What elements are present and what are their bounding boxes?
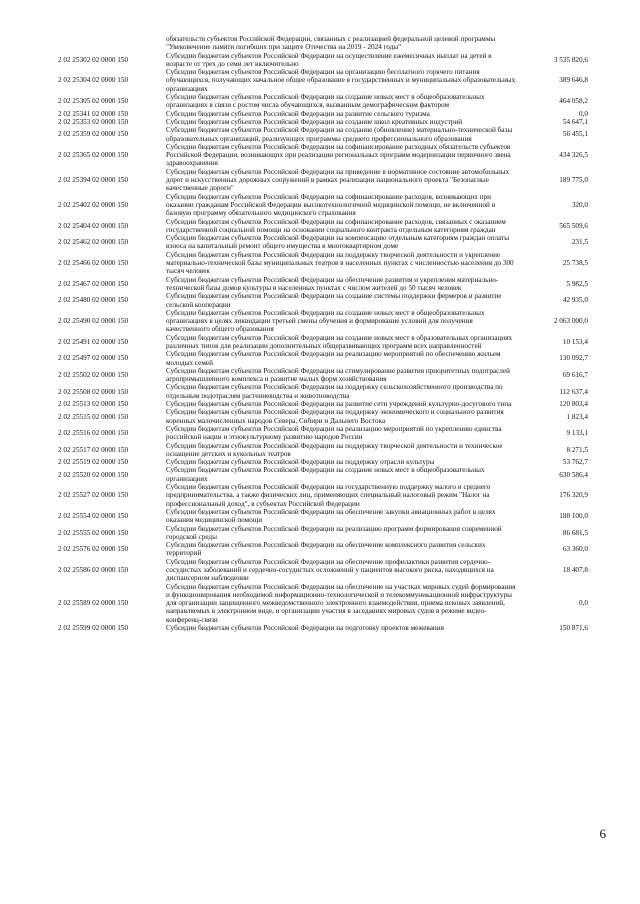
budget-code: 2 02 25394 02 0000 150	[58, 176, 129, 185]
amount: 10 153,4	[562, 337, 588, 346]
table-row	[58, 541, 588, 558]
budget-code: 2 02 25480 02 0000 150	[58, 296, 129, 305]
subsidy-description: Субсидии бюджетам субъектов Российской Федерации на приведение в нормативное состояние автомобильных дорог и искусственных дорожных сооружений в рамках реализации национального проекта "Безопасные качественные дороги"	[166, 167, 510, 193]
amount: 0,0	[579, 109, 588, 118]
amount: 42 935,0	[562, 296, 588, 305]
table-row	[58, 367, 588, 384]
table-row	[58, 525, 588, 542]
subsidy-description: Субсидии бюджетам субъектов Российской Федерации на создание (обновление) материально-технической базы образовательных организаций, реализующих программы среднего профессионального образования	[166, 126, 513, 143]
budget-code: 2 02 25341 02 0000 150	[58, 109, 129, 118]
budget-code: 2 02 25508 02 0000 150	[58, 387, 129, 396]
subsidy-description: Субсидии бюджетам субъектов Российской Федерации на создание школ креативных индустрий	[166, 117, 463, 126]
amount: 54 647,1	[562, 117, 588, 126]
subsidy-description: Субсидии бюджетам субъектов Российской Федерации на стимулирование развития приоритетных подотраслей агропромышленного комплекса и развитие малых форм хозяйствования	[166, 366, 510, 384]
amount: 25 738,5	[562, 259, 588, 268]
table-row	[58, 334, 588, 351]
amount: 0,0	[579, 599, 588, 608]
amount: 69 616,7	[562, 371, 588, 380]
amount: 18 407,8	[562, 566, 588, 574]
table-row	[58, 218, 588, 235]
amount: 112 637,4	[559, 387, 588, 396]
subsidy-description: Субсидии бюджетам субъектов Российской Федерации на софинансирование расходных обязательств субъектов Российской Федерации, возникающих при реализации региональных программ модернизации первичного звена здравоохранения	[166, 142, 511, 168]
subsidy-description: Субсидии бюджетам субъектов Российской Федерации на поддержку творческой деятельности и укрепление материально-технической базы муниципальных театров в населенных пунктах с численностью населения до 300 тысяч человек	[166, 250, 514, 276]
subsidy-description: Субсидии бюджетам субъектов Российской Федерации на обеспечение на участках мировых судей формирования и функционирования необходимой информационно-технологической и телекоммуникационной инфраструктуры для организации защищенного межведомственного электронного взаимодействия, приема исковых заявлений, направляемых в электронном виде, и организации участия в заседаниях мировых судов в режиме видео-конференц-связи	[166, 582, 516, 624]
amount: 8 271,5	[566, 445, 588, 454]
table-row	[58, 458, 588, 466]
table-row	[58, 143, 588, 168]
table-row	[58, 400, 588, 408]
budget-code: 2 02 25554 02 0000 150	[58, 512, 129, 521]
amount: 120 803,4	[559, 400, 588, 409]
subsidy-description: Субсидии бюджетам субъектов Российской Федерации на создание новых мест в общеобразовательных организациях в целях ликвидации третьей смены обучения и формирование условий для получения качественного общего образования	[166, 308, 485, 334]
amount: 434 326,5	[559, 151, 588, 160]
amount: 464 058,2	[559, 97, 588, 106]
budget-code: 2 02 25516 02 0000 150	[58, 429, 129, 438]
budget-code: 2 02 25497 02 0000 150	[58, 354, 129, 363]
table-row	[58, 383, 588, 400]
amount: 2 063 000,0	[553, 317, 588, 326]
table-row	[58, 234, 588, 251]
subsidy-description: Субсидии бюджетам субъектов Российской Федерации на поддержку экономического и социального развития коренных малочисленных народов Севера, Сибири и Дальнего Востока	[166, 408, 504, 425]
subsidy-description: Субсидии бюджетам субъектов Российской Федерации на государственную поддержку малого и среднего предпринимательства, а также физических лиц, применяющих специальный налоговый режим "Налог на профессиональный доход", в субъектах Российской Федерации	[166, 483, 491, 508]
table-row	[58, 624, 588, 632]
subsidy-description: Субсидии бюджетам субъектов Российской Федерации на развитие сельского туризма	[166, 109, 430, 118]
budget-code: 2 02 25513 02 0000 150	[58, 400, 129, 409]
subsidy-description: Субсидии бюджетам субъектов Российской Федерации на обеспечение профилактики развития сердечно-сосудистых заболеваний и сердечно-сосудистых осложнений у пациентов высокого риска, находящихся на диспансерном наблюдении	[166, 557, 494, 583]
amount: 189 775,0	[559, 176, 588, 185]
budget-code: 2 02 25520 02 0000 150	[58, 470, 129, 479]
budget-code: 2 02 25515 02 0000 150	[58, 412, 129, 421]
budget-code: 2 02 25462 02 0000 150	[58, 238, 129, 247]
subsidy-description: Субсидии бюджетам субъектов Российской Федерации на поддержку отрасли культуры	[166, 458, 435, 467]
amount: 130 092,7	[559, 354, 588, 363]
budget-table	[58, 35, 588, 632]
budget-code: 2 02 25353 02 0000 150	[58, 117, 129, 126]
table-row	[58, 350, 588, 367]
budget-code: 2 02 25402 02 0000 150	[58, 200, 129, 209]
table-row	[58, 508, 588, 525]
budget-code: 2 02 25555 02 0000 150	[58, 528, 129, 537]
budget-code: 2 02 25491 02 0000 150	[58, 337, 129, 346]
subsidy-description: обязательств субъектов Российской Федерации, связанных с реализацией федеральной целевой программы "Увековечение памяти погибших при защите Отечества на 2019 - 2024 годы"	[166, 35, 496, 52]
table-row	[58, 558, 588, 583]
amount: 188 100,0	[559, 512, 588, 521]
budget-code: 2 02 25365 02 0000 150	[58, 151, 129, 160]
subsidy-description: Субсидии бюджетам субъектов Российской Федерации на подготовку проектов межевания	[166, 624, 444, 633]
table-row	[58, 466, 588, 483]
table-row	[58, 292, 588, 309]
budget-code: 2 02 25589 02 0000 150	[58, 599, 129, 608]
table-row	[58, 118, 588, 126]
budget-code: 2 02 25304 02 0000 150	[58, 76, 129, 85]
subsidy-description: Субсидии бюджетам субъектов Российской Федерации на поддержку сельскохозяйственного производства по отдельным подотраслям растениеводства и животноводства	[166, 383, 503, 400]
amount: 5 982,5	[566, 279, 588, 288]
subsidy-description: Субсидии бюджетам субъектов Российской Федерации на создание новых мест в общеобразовательных организациях в связи с ростом числа обучающихся, вызванным демографическим фактором	[166, 93, 485, 110]
subsidy-description: Субсидии бюджетам субъектов Российской Федерации на поддержку творческой деятельности и техническое оснащение детских и кукольных театров	[166, 441, 503, 458]
budget-code: 2 02 25467 02 0000 150	[58, 279, 129, 288]
budget-code: 2 02 25599 02 0000 150	[58, 624, 129, 633]
budget-code: 2 02 25490 02 0000 150	[58, 317, 129, 326]
amount: 150 871,6	[559, 624, 588, 633]
amount: 56 455,1	[562, 130, 588, 139]
budget-code: 2 02 25305 02 0000 150	[58, 97, 129, 106]
subsidy-description: Субсидии бюджетам субъектов Российской Федерации на реализацию программ формирования современной городской среды	[166, 524, 502, 541]
amount: 231,5	[571, 238, 588, 247]
budget-code: 2 02 25302 02 0000 150	[58, 55, 129, 64]
page-number: 6	[599, 826, 606, 841]
budget-code: 2 02 25527 02 0000 150	[58, 491, 129, 500]
subsidy-description: Субсидии бюджетам субъектов Российской Федерации на развитие сети учреждений культурно-досугового типа	[166, 400, 512, 409]
budget-code: 2 02 25359 02 0000 150	[58, 130, 129, 139]
subsidy-description: Субсидии бюджетам субъектов Российской Федерации на реализацию мероприятий по обеспечению жильем молодых семей	[166, 350, 501, 367]
budget-code: 2 02 25586 02 0000 150	[58, 566, 129, 574]
table-row	[58, 309, 588, 334]
table-row	[58, 93, 588, 110]
subsidy-description: Субсидии бюджетам субъектов Российской Федерации на создание новых мест в образовательных организациях различных типов для реализации дополнительных общеразвивающих программ всех направленностей	[166, 333, 513, 350]
table-row	[58, 483, 588, 508]
budget-code: 2 02 25517 02 0000 150	[58, 445, 129, 454]
table-row	[58, 126, 588, 143]
table-row	[58, 583, 588, 624]
amount: 53 762,7	[562, 458, 588, 467]
subsidy-description: Субсидии бюджетам субъектов Российской Федерации на обеспечение комплексного развития сельских территорий	[166, 541, 486, 558]
table-row	[58, 52, 588, 69]
table-row	[58, 276, 588, 293]
amount: 9 133,1	[566, 429, 588, 438]
amount: 176 320,9	[559, 491, 588, 500]
table-row	[58, 68, 588, 93]
amount: 86 681,5	[562, 528, 588, 537]
budget-code: 2 02 25404 02 0000 150	[58, 221, 129, 230]
subsidy-description: Субсидии бюджетам субъектов Российской Федерации на создание системы поддержки фермеров и развитие сельской кооперации	[166, 292, 502, 309]
amount: 389 646,8	[559, 76, 588, 85]
table-row	[58, 251, 588, 276]
amount: 630 586,4	[559, 470, 588, 479]
amount: 1 823,4	[566, 412, 588, 421]
budget-code: 2 02 25519 02 0000 150	[58, 458, 129, 467]
subsidy-description: Субсидии бюджетам субъектов Российской Федерации на обеспечение закупки авиационных работ в целях оказания медицинской помощи	[166, 507, 496, 525]
subsidy-description: Субсидии бюджетам субъектов Российской Федерации на обеспечение развития и укрепления материально-технической базы домов культуры в населенных пунктах с числом жителей до 50 тысяч человек	[166, 275, 499, 292]
subsidy-description: Субсидии бюджетам субъектов Российской Федерации на реализацию мероприятий по укреплению единства российской нации и этнокультурному развитию народов России	[166, 424, 502, 442]
budget-code: 2 02 25502 02 0000 150	[58, 371, 129, 380]
table-row	[58, 425, 588, 442]
subsidy-description: Субсидии бюджетам субъектов Российской Федерации на софинансирование расходов, возникающих при оказании гражданам Российской Федерации высокотехнологичной медицинской помощи, не включенной в базовую программу обязательного медицинского страхования	[166, 192, 496, 218]
subsidy-description: Субсидии бюджетам субъектов Российской Федерации на осуществление ежемесячных выплат на детей в возрасте от трех до семи лет включительно	[166, 51, 492, 68]
subsidy-description: Субсидии бюджетам субъектов Российской Федерации на компенсацию отдельным категориям граждан оплаты взноса на капитальный ремонт общего имущества в многоквартирном доме	[166, 234, 510, 251]
table-row	[58, 442, 588, 459]
table-row	[58, 110, 588, 118]
amount: 320,0	[571, 200, 588, 209]
table-row	[58, 35, 588, 52]
table-row	[58, 193, 588, 218]
subsidy-description: Субсидии бюджетам субъектов Российской Федерации на софинансирование расходов, связанных с оказанием государственной социальной помощи на основании социального контракта отдельным категориям граждан	[166, 217, 506, 234]
budget-code: 2 02 25466 02 0000 150	[58, 259, 129, 268]
subsidy-description: Субсидии бюджетам субъектов Российской Федерации на организацию бесплатного горячего питания обучающихся, получающих начальное общее образование в государственных и муниципальных образовательных организациях	[166, 68, 516, 93]
table-row	[58, 408, 588, 425]
amount: 565 509,6	[559, 221, 588, 230]
budget-code: 2 02 25576 02 0000 150	[58, 545, 129, 554]
amount: 3 535 820,6	[553, 55, 588, 64]
amount: 63 360,0	[562, 545, 588, 554]
subsidy-description: Субсидии бюджетам субъектов Российской Федерации на создание новых мест в общеобразовательных организациях	[166, 466, 485, 483]
table-row	[58, 168, 588, 193]
